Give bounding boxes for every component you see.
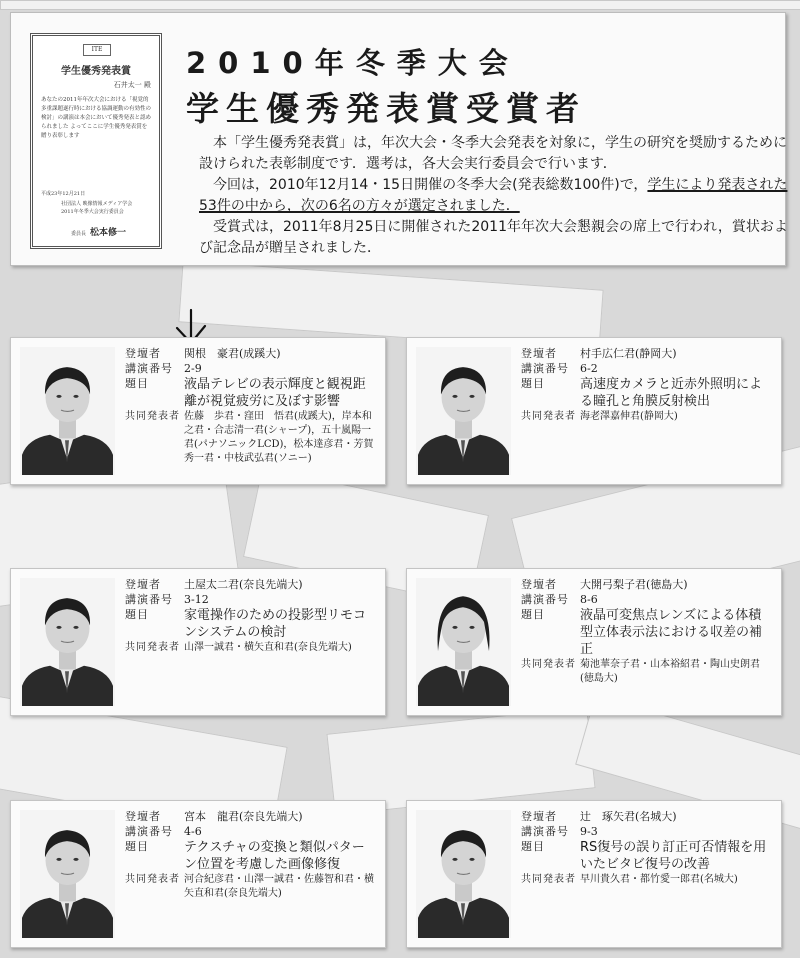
coauthors-row [125,873,377,901]
certificate-logo: ITE [83,44,111,56]
winner-info [521,346,773,424]
coauthors-label: 共同発表者 [521,659,576,670]
winner-info [521,809,773,887]
title-row [521,376,773,410]
title-label: 題目 [521,608,545,621]
presenter-name: 村手広仁君(静岡大) [580,347,677,360]
lecture-number: 4-6 [184,825,202,838]
lecture-number: 3-12 [184,593,209,606]
lecture-number: 2-9 [184,362,202,375]
person-silhouette-icon [416,810,511,938]
certificate-date: 平成23年12月21日 [41,191,86,197]
lecture-number: 6-2 [580,362,598,375]
certificate-image [30,33,162,249]
presentation-title: 家電操作のための投影型リモコンシステムの検討 [184,608,367,640]
winner-info [521,577,773,686]
coauthors: 海老澤嘉伸君(静岡大) [580,411,678,422]
winner-photo [20,347,115,475]
presenter-row [125,809,377,824]
page-title-line2: 学生優秀発表賞受賞者 [186,89,586,128]
lecture-number: 9-3 [580,825,598,838]
winner-card-2 [406,337,782,485]
winner-photo [416,810,511,938]
coauthors-row [521,873,773,887]
lecture-number-label: 講演番号 [521,825,569,838]
title-row [521,607,773,658]
lecture-number-row [521,361,773,376]
presenter-label: 登壇者 [125,578,161,591]
lecture-number: 8-6 [580,593,598,606]
certificate-title: 学生優秀発表賞 [61,66,131,77]
presenter-name: 宮本 龍君(奈良先端大) [184,810,303,823]
certificate-org-line1: 社団法人 映像情報メディア学会 [61,201,133,207]
title-label: 題目 [521,840,545,853]
presenter-row [521,809,773,824]
winner-card-1 [10,337,386,485]
certificate-body: あなたの2011年年次大会における「視覚的多重課題遂行時における協調運動の有効性の検討」の講演は本会において優秀発表と認められました よってここに学生優秀発表賞を贈り表彰します [41,97,152,139]
winner-info [125,577,377,655]
coauthors: 佐藤 歩君・窪田 悟君(成蹊大)，岸本和之君・合志清一君(シャープ)，五十嵐陽一君(パナソニックLCD)，松本達彦君・芳賀秀一君・中枝武弘君(ソニー) [184,411,374,464]
presenter-row [125,346,377,361]
presenter-label: 登壇者 [521,810,557,823]
title-row [521,839,773,873]
winner-info [125,809,377,901]
coauthors-row [521,410,773,424]
intro-text [199,133,789,259]
person-silhouette-icon [416,578,511,706]
presenter-row [521,346,773,361]
certificate-org-line2: 2011年冬季大会実行委員会 [61,209,124,215]
winner-card-6 [406,800,782,948]
coauthors-label: 共同発表者 [521,874,576,885]
coauthors-label: 共同発表者 [521,411,576,422]
presenter-name: 土屋太二君(奈良先端大) [184,578,303,591]
title-label: 題目 [125,608,149,621]
intro-paragraph-2a: 今回は，2010年12月14・15日開催の冬季大会(発表総数100件)で， [213,177,648,193]
winner-photo [20,810,115,938]
presenter-row [521,577,773,592]
title-row [125,376,377,410]
certificate-signature [71,225,126,238]
coauthors: 早川貴久君・都竹愛一郎君(名城大) [580,874,738,885]
title-label: 題目 [125,377,149,390]
presenter-label: 登壇者 [125,810,161,823]
winner-card-5 [10,800,386,948]
lecture-number-label: 講演番号 [521,593,569,606]
title-label: 題目 [125,840,149,853]
header-panel [10,12,786,266]
winner-info [125,346,377,466]
coauthors: 山澤一誠君・横矢直和君(奈良先端大) [184,642,352,653]
person-silhouette-icon [20,578,115,706]
lecture-number-row [125,361,377,376]
coauthors: 菊池華奈子君・山本裕紹君・陶山史朗君(徳島大) [580,659,760,684]
winner-card-4 [406,568,782,716]
person-silhouette-icon [20,347,115,475]
presentation-title: RS復号の誤り訂正可否情報を用いたビタビ復号の改善 [580,840,767,872]
title-row [125,839,377,873]
lecture-number-label: 講演番号 [125,593,173,606]
presenter-name: 関根 豪君(成蹊大) [184,347,281,360]
winner-photo [416,347,511,475]
background-sheet [0,0,800,10]
presentation-title: 高速度カメラと近赤外照明による瞳孔と角膜反射検出 [580,377,763,409]
intro-paragraph-3: 受賞式は，2011年8月25日に開催された2011年年次大会懇親会の席上で行われ，賞状および記念品が贈呈されました． [199,219,788,256]
presenter-name: 辻 琢矢君(名城大) [580,810,677,823]
coauthors-label: 共同発表者 [125,642,180,653]
presenter-name: 大開弓梨子君(徳島大) [580,578,688,591]
intro-paragraph-2-underlined: 学生により発表された53件の中から，次の6名の方々が選定されました． [199,177,788,214]
certificate-organization [61,200,132,216]
presenter-label: 登壇者 [521,578,557,591]
intro-paragraph-2 [199,175,789,217]
intro-paragraph-1: 本「学生優秀発表賞」は，年次大会・冬季大会発表を対象に，学生の研究を奨励するために設けられた表彰制度です．選考は，各大会実行委員会で行います． [199,135,787,172]
lecture-number-row [125,824,377,839]
title-label: 題目 [521,377,545,390]
presentation-title: テクスチャの変換と類似パターン位置を考慮した画像修復 [184,840,365,872]
certificate-recipient: 石井太一 殿 [113,81,151,89]
certificate-signer-label: 委員長 [71,231,87,237]
coauthors-row [125,410,377,466]
coauthors-label: 共同発表者 [125,874,180,885]
lecture-number-row [521,592,773,607]
winner-photo [416,578,511,706]
coauthors-row [125,641,377,655]
coauthors-row [521,658,773,686]
winner-photo [20,578,115,706]
certificate-signer: 松本修一 [90,228,127,238]
presentation-title: 液晶可変焦点レンズによる体積型立体表示法における収差の補正 [580,608,763,657]
lecture-number-row [521,824,773,839]
lecture-number-label: 講演番号 [521,362,569,375]
presentation-title: 液晶テレビの表示輝度と観視距離が視覚疲労に及ぼす影響 [184,377,366,409]
presenter-label: 登壇者 [521,347,557,360]
presenter-row [125,577,377,592]
lecture-number-row [125,592,377,607]
person-silhouette-icon [20,810,115,938]
presenter-label: 登壇者 [125,347,161,360]
lecture-number-label: 講演番号 [125,825,173,838]
winner-card-3 [10,568,386,716]
coauthors: 河合紀彦君・山澤一誠君・佐藤智和君・横矢直和君(奈良先端大) [184,874,374,899]
coauthors-label: 共同発表者 [125,411,180,422]
person-silhouette-icon [416,347,511,475]
lecture-number-label: 講演番号 [125,362,173,375]
page-title-line1: 2010年冬季大会 [186,46,520,80]
title-row [125,607,377,641]
